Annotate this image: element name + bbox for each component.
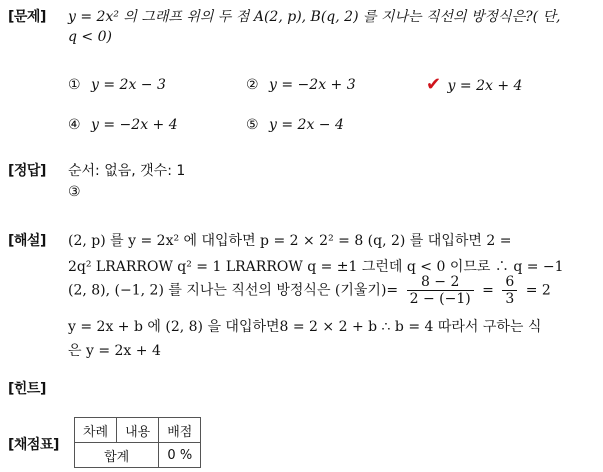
choice-2-marker: ② <box>246 77 259 93</box>
slope-fraction <box>407 274 474 307</box>
answer-info: 순서: 없음, 갯수: 1 <box>68 163 186 179</box>
answer-value: ③ <box>68 184 81 200</box>
choice-2-text: y = −2x + 3 <box>269 77 356 93</box>
rubric-total-value: 0 % <box>159 443 201 468</box>
rubric-header-order: 차례 <box>75 418 117 443</box>
problem-text-line1: y = 2x² 의 그래프 위의 두 점 A(2, p), B(q, 2) 를 지나는 직선의 방정식은?( 단, <box>68 9 561 25</box>
check-mark-icon: ✔ <box>426 74 442 95</box>
explanation-line3-post: = 2 <box>525 282 551 299</box>
simplified-fraction-denominator: 3 <box>505 291 515 307</box>
choice-4[interactable] <box>68 117 178 133</box>
choice-1-text: y = 2x − 3 <box>91 77 166 93</box>
rubric-label: [채점표] <box>8 437 59 453</box>
simplified-fraction-numerator: 6 <box>502 274 517 291</box>
choice-3-text: y = 2x + 4 <box>447 78 523 94</box>
choice-5[interactable] <box>246 117 344 133</box>
choice-1[interactable] <box>68 77 166 93</box>
choice-5-text: y = 2x − 4 <box>269 117 344 133</box>
rubric-header-content: 내용 <box>117 418 159 443</box>
choice-5-marker: ⑤ <box>246 117 259 133</box>
slope-fraction-denominator: 2 − (−1) <box>409 291 471 307</box>
choice-2[interactable] <box>246 77 356 93</box>
answer-label: [정답] <box>8 163 46 179</box>
choice-4-marker: ④ <box>68 117 81 133</box>
problem-text-line2: q < 0) <box>68 29 112 45</box>
choice-3[interactable] <box>426 74 522 95</box>
hint-label: [힌트] <box>8 381 46 397</box>
explanation-line5: 은 y = 2x + 4 <box>68 343 161 359</box>
simplified-fraction <box>502 274 517 307</box>
explanation-line3-pre: (2, 8), (−1, 2) 를 지나는 직선의 방정식은 (기울기)= <box>68 282 399 299</box>
rubric-table <box>74 417 201 468</box>
explanation-label: [해설] <box>8 233 46 249</box>
slope-fraction-numerator: 8 − 2 <box>407 274 474 291</box>
choice-4-text: y = −2x + 4 <box>91 117 178 133</box>
rubric-total-label: 합계 <box>75 443 159 468</box>
explanation-line2: 2q² LRARROW q² = 1 LRARROW q = ±1 그런데 q < 0 이므로 ∴ q = −1 <box>68 259 564 275</box>
explanation-line3 <box>68 274 551 307</box>
explanation-line1: (2, p) 를 y = 2x² 에 대입하면 p = 2 × 2² = 8 (q, 2) 를 대입하면 2 = <box>68 233 512 249</box>
problem-label: [문제] <box>8 9 46 25</box>
rubric-header-points: 배점 <box>159 418 201 443</box>
explanation-line4: y = 2x + b 에 (2, 8) 을 대입하면8 = 2 × 2 + b ∴ b = 4 따라서 구하는 식 <box>68 319 542 335</box>
rubric-total-row <box>75 443 201 468</box>
equals-sign: = <box>482 282 494 299</box>
choice-1-marker: ① <box>68 77 81 93</box>
rubric-header-row <box>75 418 201 443</box>
